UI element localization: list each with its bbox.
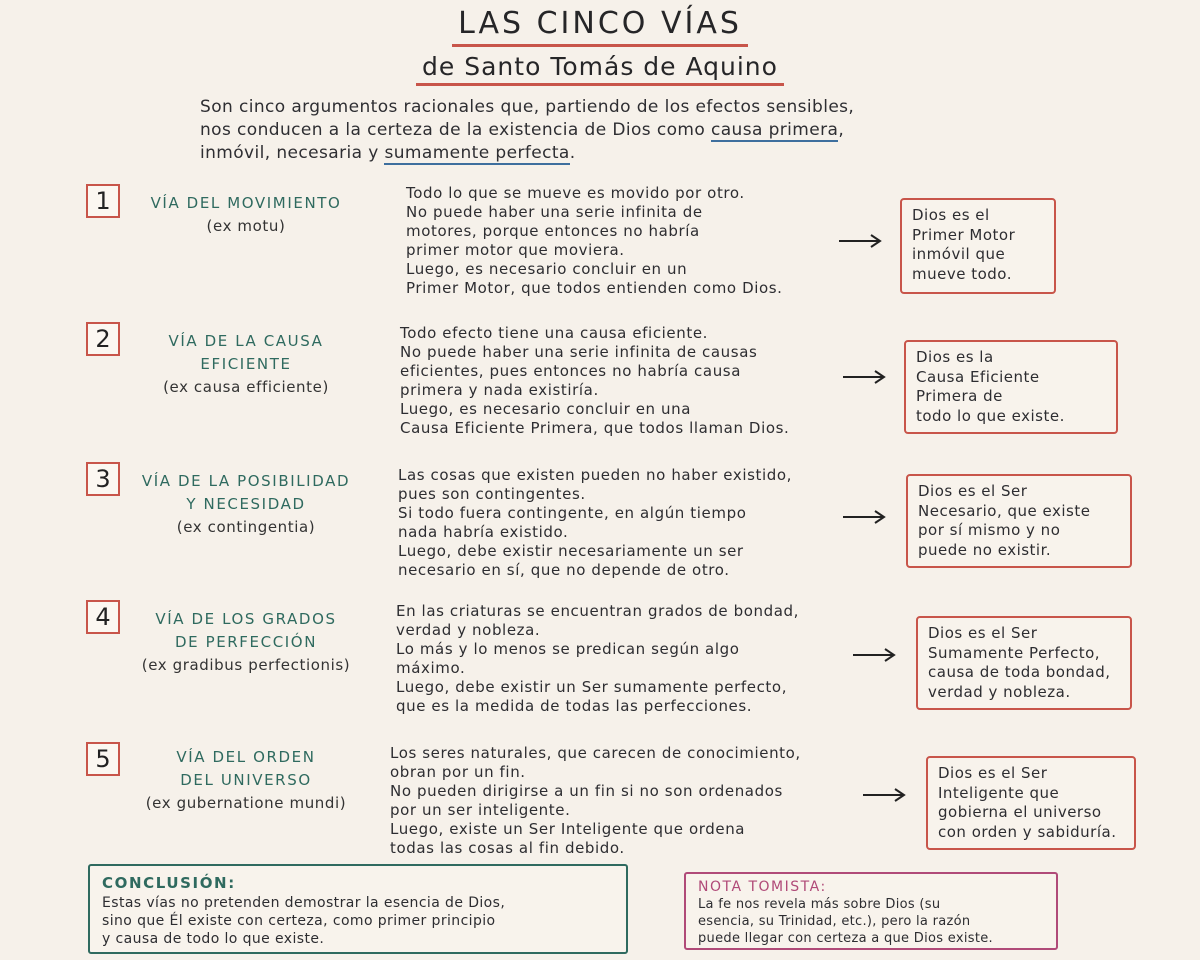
arrow-right-icon xyxy=(842,370,886,384)
nota-text: La fe nos revela más sobre Dios (su esencia, su Trinidad, etc.), pero la razón puede llegar con certeza a que Dios existe. xyxy=(698,897,993,946)
via-latin-name: (ex gradibus perfectionis) xyxy=(141,656,351,674)
via-description: Todo lo que se mueve es movido por otro. No puede haber una serie infinita de motores, porque entonces no habría primer motor que moviera. Luego, es necesario concluir en un Primer Motor, que todos entienden como Dios. xyxy=(406,184,783,297)
via-conclusion-box: Dios es el Ser Inteligente que gobierna el universo con orden y sabiduría. xyxy=(926,756,1136,850)
intro-paragraph xyxy=(200,96,1000,165)
intro-line: inmóvil, necesaria y sumamente perfecta. xyxy=(200,143,576,163)
conclusion-text: Estas vías no pretenden demostrar la esencia de Dios, sino que Él existe con certeza, como primer principio y causa de todo lo que existe. xyxy=(102,895,506,947)
via-latin-name: (ex contingentia) xyxy=(176,518,316,536)
page-title: LAS CINCO VÍAS xyxy=(0,6,1200,47)
arrow-right-icon xyxy=(838,234,882,248)
nota-tomista-box xyxy=(684,872,1058,950)
via-description: Todo efecto tiene una causa eficiente. No puede haber una serie infinita de causas eficientes, pues entonces no habría causa primera y nada existiría. Luego, es necesario concluir en una Causa Eficiente Primera, que todos llaman Dios. xyxy=(400,324,790,437)
via-conclusion-box: Dios es el Primer Motor inmóvil que mueve todo. xyxy=(900,198,1056,294)
via-latin-name: (ex gubernatione mundi) xyxy=(145,794,347,812)
conclusion-label: CONCLUSIÓN: xyxy=(102,874,236,892)
via-title: VÍA DE LA CAUSA EFICIENTE (ex causa efficiente) xyxy=(126,330,366,399)
via-description: Las cosas que existen pueden no haber existido, pues son contingentes. Si todo fuera contingente, en algún tiempo nada habría existido. Luego, debe existir necesariamente un ser necesario en sí, que no depende de otro. xyxy=(398,466,793,579)
via-number-badge: 1 xyxy=(86,184,120,218)
page-subtitle: de Santo Tomás de Aquino xyxy=(0,52,1200,86)
via-description: Los seres naturales, que carecen de conocimiento, obran por un fin. No pueden dirigirse a un fin si no son ordenados por un ser inteligente. Luego, existe un Ser Inteligente que ordena todas las cosas al fin debido. xyxy=(390,744,801,857)
via-title: VÍA DEL ORDEN DEL UNIVERSO (ex gubernatione mundi) xyxy=(126,746,366,815)
arrow-right-icon xyxy=(862,788,906,802)
via-latin-name: (ex causa efficiente) xyxy=(163,378,329,396)
arrow-right-icon xyxy=(852,648,896,662)
underlined-phrase: causa primera xyxy=(710,120,839,140)
underlined-phrase: sumamente perfecta xyxy=(384,143,570,163)
arrow-right-icon xyxy=(842,510,886,524)
via-title: VÍA DEL MOVIMIENTO (ex motu) xyxy=(126,192,366,238)
via-latin-name: (ex motu) xyxy=(206,217,286,235)
intro-line: nos conducen a la certeza de la existencia de Dios como causa primera, xyxy=(200,120,845,140)
via-conclusion-box: Dios es la Causa Eficiente Primera de todo lo que existe. xyxy=(904,340,1118,434)
via-number-badge: 4 xyxy=(86,600,120,634)
via-conclusion-box: Dios es el Ser Necesario, que existe por sí mismo y no puede no existir. xyxy=(906,474,1132,568)
via-number-badge: 2 xyxy=(86,322,120,356)
via-number-badge: 3 xyxy=(86,462,120,496)
nota-label: NOTA TOMISTA: xyxy=(698,879,827,895)
intro-line: Son cinco argumentos racionales que, partiendo de los efectos sensibles, xyxy=(200,97,855,117)
via-number-badge: 5 xyxy=(86,742,120,776)
via-conclusion-box: Dios es el Ser Sumamente Perfecto, causa de toda bondad, verdad y nobleza. xyxy=(916,616,1132,710)
via-title: VÍA DE LOS GRADOS DE PERFECCIÓN (ex gradibus perfectionis) xyxy=(126,608,366,677)
via-title: VÍA DE LA POSIBILIDAD Y NECESIDAD (ex contingentia) xyxy=(126,470,366,539)
via-description: En las criaturas se encuentran grados de bondad, verdad y nobleza. Lo más y lo menos se predican según algo máximo. Luego, debe existir un Ser sumamente perfecto, que es la medida de todas las perfecciones. xyxy=(396,602,800,715)
conclusion-box xyxy=(88,864,628,954)
